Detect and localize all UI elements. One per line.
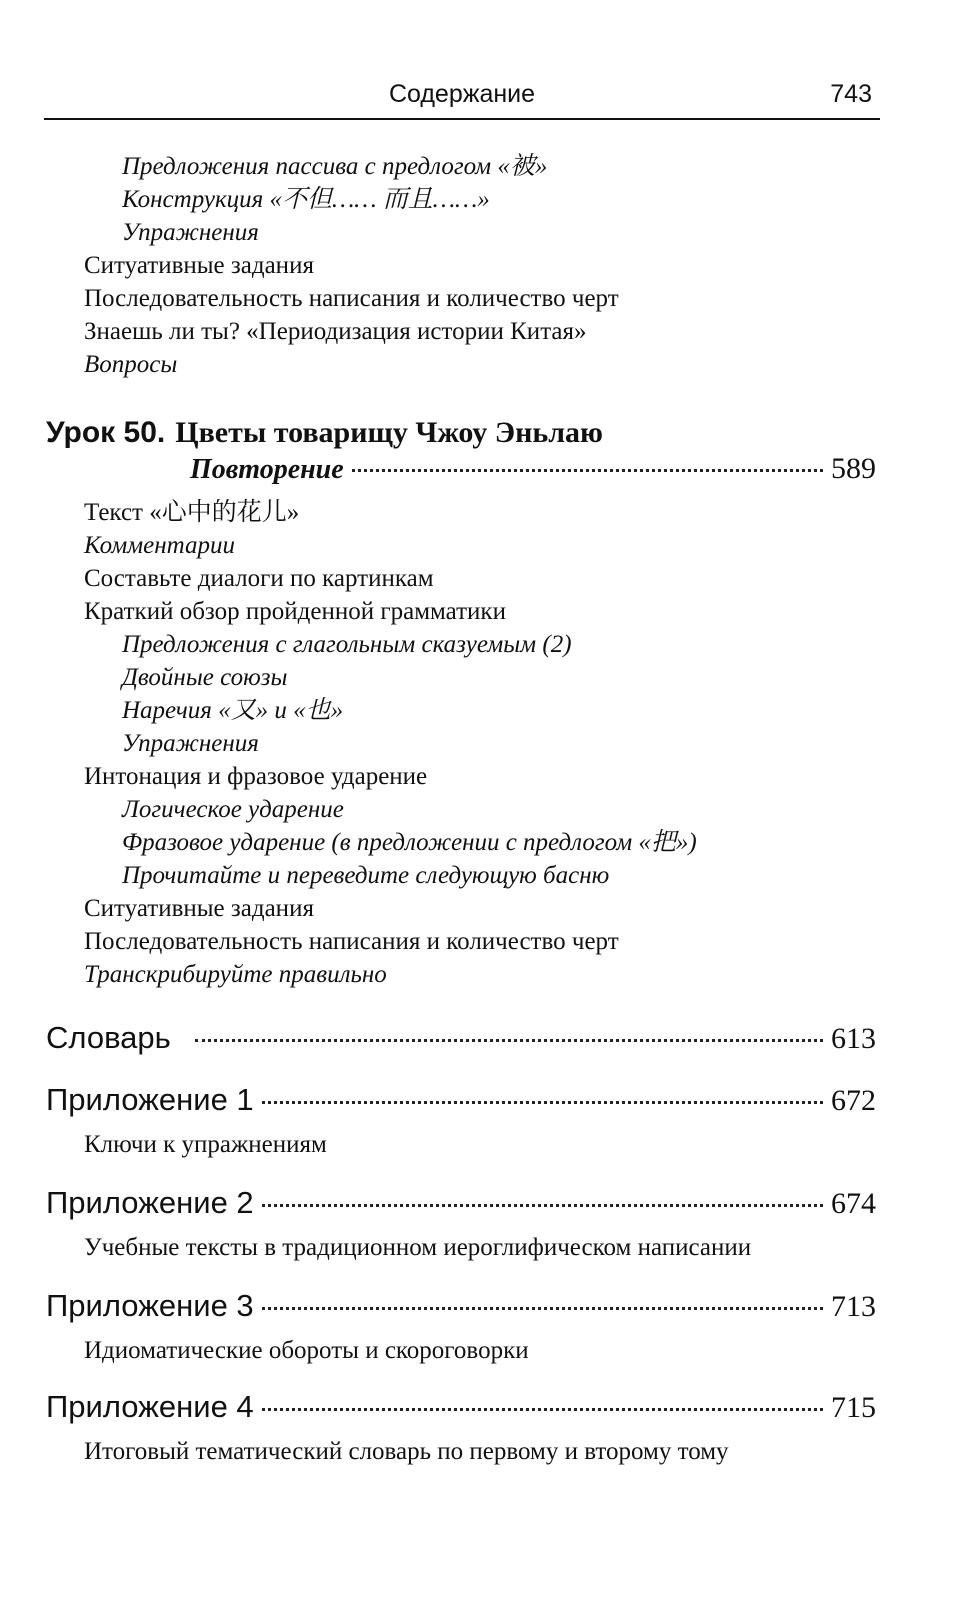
lesson-title: Цветы товарищу Чжоу Эньлаю	[175, 416, 603, 449]
toc-subitem: Упражнения	[122, 219, 259, 246]
leader-dots	[262, 1203, 823, 1207]
toc-subitem: Логическое ударение	[122, 796, 344, 823]
review-label: Повторение	[190, 454, 344, 485]
appendix-description: Ключи к упражнениям	[84, 1131, 327, 1158]
page-number: 743	[830, 80, 872, 108]
toc-item: Вопросы	[84, 351, 178, 378]
appendix-label: Приложение 1	[46, 1082, 254, 1117]
lesson-heading	[46, 415, 603, 451]
leader-dots	[262, 1100, 823, 1104]
dictionary-label: Словарь	[46, 1020, 171, 1055]
toc-item: Последовательность написания и количество черт	[84, 285, 619, 312]
toc-item: Комментарии	[84, 532, 235, 559]
appendix-description: Учебные тексты в традиционном иероглифическом написании	[84, 1234, 752, 1261]
toc-item: Транскрибируйте правильно	[84, 961, 387, 988]
appendix-page: 715	[831, 1391, 876, 1424]
toc-subitem: Предложения пассива с предлогом «被»	[122, 153, 548, 180]
toc-subitem: Двойные союзы	[122, 664, 288, 691]
running-title: Содержание	[388, 80, 536, 108]
toc-item: Ситуативные задания	[84, 895, 314, 922]
appendix-description: Итоговый тематический словарь по первому и второму тому	[84, 1438, 729, 1465]
toc-subitem: Упражнения	[122, 730, 259, 757]
appendix-label: Приложение 3	[46, 1288, 254, 1323]
toc-subitem: Предложения с глагольным сказуемым (2)	[122, 631, 572, 658]
toc-entry-appendix-4	[46, 1389, 876, 1425]
toc-subitem: Конструкция «不但…… 而且……»	[122, 186, 490, 213]
review-page: 589	[831, 452, 876, 485]
appendix-page: 674	[831, 1187, 876, 1220]
toc-item: Краткий обзор пройденной грамматики	[84, 598, 506, 625]
leader-dots	[262, 1306, 823, 1310]
appendix-page: 713	[831, 1290, 876, 1323]
toc-entry-appendix-3	[46, 1288, 876, 1324]
toc-entry-dictionary	[46, 1020, 876, 1056]
lesson-number: Урок 50.	[46, 416, 166, 449]
leader-dots	[352, 468, 823, 472]
toc-subitem: Наречия «又» и «也»	[122, 697, 344, 724]
toc-entry-appendix-1	[46, 1082, 876, 1118]
running-header	[44, 78, 880, 120]
toc-item: Текст «心中的花儿»	[84, 499, 300, 526]
leader-dots	[195, 1038, 823, 1042]
toc-item: Ситуативные задания	[84, 252, 314, 279]
toc-subitem: Прочитайте и переведите следующую басню	[122, 862, 610, 889]
toc-item: Составьте диалоги по картинкам	[84, 565, 434, 592]
dictionary-page: 613	[831, 1022, 876, 1055]
appendix-label: Приложение 4	[46, 1389, 254, 1424]
appendix-description: Идиоматические обороты и скороговорки	[84, 1337, 529, 1364]
leader-dots	[262, 1407, 823, 1411]
toc-item: Интонация и фразовое ударение	[84, 763, 428, 790]
toc-entry-review	[190, 452, 876, 486]
appendix-label: Приложение 2	[46, 1185, 254, 1220]
toc-subitem: Фразовое ударение (в предложении с предлогом «把»)	[122, 829, 697, 856]
appendix-page: 672	[831, 1084, 876, 1117]
toc-item: Знаешь ли ты? «Периодизация истории Китая»	[84, 318, 587, 345]
toc-item: Последовательность написания и количество черт	[84, 928, 619, 955]
toc-entry-appendix-2	[46, 1185, 876, 1221]
